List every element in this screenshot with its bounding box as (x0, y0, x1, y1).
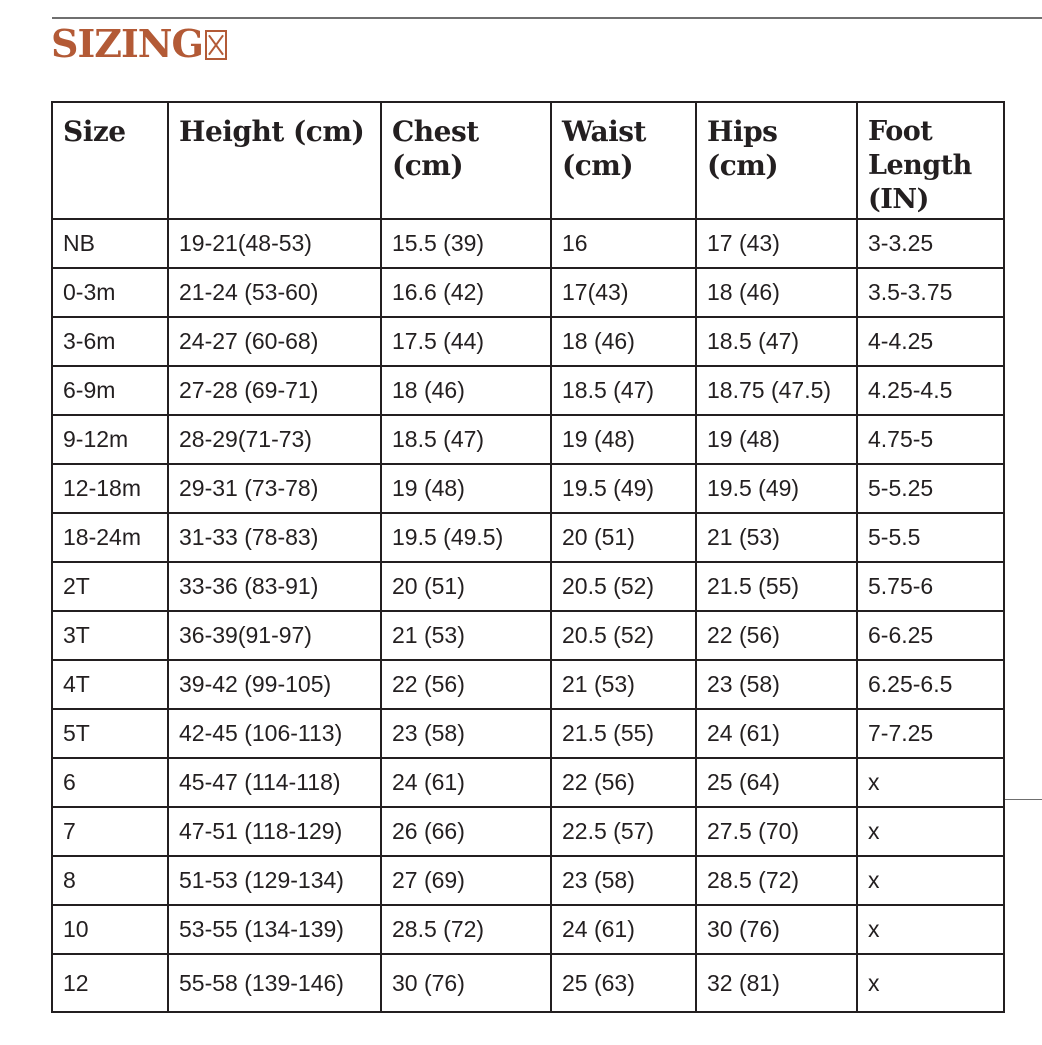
cell-waist: 17(43) (551, 268, 696, 317)
cell-waist: 21.5 (55) (551, 709, 696, 758)
cell-waist: 20.5 (52) (551, 611, 696, 660)
cell-hips: 28.5 (72) (696, 856, 857, 905)
cell-foot-length: 4.75-5 (857, 415, 1004, 464)
cell-waist: 20.5 (52) (551, 562, 696, 611)
cell-hips: 25 (64) (696, 758, 857, 807)
cell-waist: 21 (53) (551, 660, 696, 709)
cell-foot-length: x (857, 807, 1004, 856)
table-row (52, 758, 1004, 807)
table-row (52, 807, 1004, 856)
cell-size: 6 (52, 758, 168, 807)
cell-foot-length: 6-6.25 (857, 611, 1004, 660)
cell-hips: 21 (53) (696, 513, 857, 562)
column-header-waist: Waist (cm) (551, 102, 696, 219)
cell-size: 2T (52, 562, 168, 611)
table-row (52, 562, 1004, 611)
cell-size: 4T (52, 660, 168, 709)
cell-height: 53-55 (134-139) (168, 905, 381, 954)
cell-hips: 18.75 (47.5) (696, 366, 857, 415)
cell-chest: 22 (56) (381, 660, 551, 709)
cell-foot-length: 5.75-6 (857, 562, 1004, 611)
side-divider-line (1003, 799, 1042, 800)
missing-glyph-icon (205, 30, 227, 60)
cell-chest: 28.5 (72) (381, 905, 551, 954)
cell-foot-length: 3.5-3.75 (857, 268, 1004, 317)
cell-hips: 18 (46) (696, 268, 857, 317)
cell-height: 29-31 (73-78) (168, 464, 381, 513)
cell-height: 47-51 (118-129) (168, 807, 381, 856)
cell-size: 6-9m (52, 366, 168, 415)
cell-height: 42-45 (106-113) (168, 709, 381, 758)
cell-chest: 16.6 (42) (381, 268, 551, 317)
table-row (52, 366, 1004, 415)
page-title (51, 22, 227, 66)
cell-hips: 32 (81) (696, 954, 857, 1012)
table-row (52, 905, 1004, 954)
cell-size: 12 (52, 954, 168, 1012)
cell-waist: 19.5 (49) (551, 464, 696, 513)
cell-hips: 18.5 (47) (696, 317, 857, 366)
cell-waist: 23 (58) (551, 856, 696, 905)
cell-foot-length: 5-5.25 (857, 464, 1004, 513)
cell-hips: 19.5 (49) (696, 464, 857, 513)
table-row (52, 856, 1004, 905)
cell-size: 9-12m (52, 415, 168, 464)
cell-chest: 27 (69) (381, 856, 551, 905)
cell-height: 31-33 (78-83) (168, 513, 381, 562)
cell-height: 24-27 (60-68) (168, 317, 381, 366)
column-header-foot-length: Foot Length (IN) (857, 102, 1004, 219)
cell-height: 33-36 (83-91) (168, 562, 381, 611)
cell-chest: 30 (76) (381, 954, 551, 1012)
table-row (52, 513, 1004, 562)
cell-waist: 19 (48) (551, 415, 696, 464)
cell-size: 12-18m (52, 464, 168, 513)
cell-waist: 24 (61) (551, 905, 696, 954)
cell-chest: 20 (51) (381, 562, 551, 611)
cell-size: NB (52, 219, 168, 268)
cell-hips: 23 (58) (696, 660, 857, 709)
column-header-height: Height (cm) (168, 102, 381, 219)
column-header-size: Size (52, 102, 168, 219)
cell-chest: 18.5 (47) (381, 415, 551, 464)
cell-height: 27-28 (69-71) (168, 366, 381, 415)
cell-waist: 16 (551, 219, 696, 268)
cell-size: 5T (52, 709, 168, 758)
cell-foot-length: 4-4.25 (857, 317, 1004, 366)
cell-height: 19-21(48-53) (168, 219, 381, 268)
column-header-hips: Hips (cm) (696, 102, 857, 219)
cell-foot-length: 3-3.25 (857, 219, 1004, 268)
cell-chest: 15.5 (39) (381, 219, 551, 268)
table-row (52, 611, 1004, 660)
cell-hips: 21.5 (55) (696, 562, 857, 611)
table-row (52, 219, 1004, 268)
cell-chest: 17.5 (44) (381, 317, 551, 366)
table-row (52, 464, 1004, 513)
cell-waist: 25 (63) (551, 954, 696, 1012)
cell-waist: 18 (46) (551, 317, 696, 366)
table-row (52, 954, 1004, 1012)
cell-height: 55-58 (139-146) (168, 954, 381, 1012)
cell-chest: 26 (66) (381, 807, 551, 856)
table-row (52, 660, 1004, 709)
table-row (52, 709, 1004, 758)
cell-foot-length: 4.25-4.5 (857, 366, 1004, 415)
cell-foot-length: x (857, 856, 1004, 905)
cell-height: 45-47 (114-118) (168, 758, 381, 807)
cell-chest: 19 (48) (381, 464, 551, 513)
cell-height: 28-29(71-73) (168, 415, 381, 464)
table-row (52, 415, 1004, 464)
cell-foot-length: 7-7.25 (857, 709, 1004, 758)
sizing-table (51, 101, 1005, 1013)
cell-height: 21-24 (53-60) (168, 268, 381, 317)
cell-size: 0-3m (52, 268, 168, 317)
header-row (52, 102, 1004, 219)
table-row (52, 268, 1004, 317)
cell-foot-length: 6.25-6.5 (857, 660, 1004, 709)
cell-size: 8 (52, 856, 168, 905)
cell-size: 10 (52, 905, 168, 954)
cell-height: 36-39(91-97) (168, 611, 381, 660)
cell-hips: 17 (43) (696, 219, 857, 268)
column-header-chest: Chest (cm) (381, 102, 551, 219)
cell-size: 7 (52, 807, 168, 856)
cell-height: 51-53 (129-134) (168, 856, 381, 905)
cell-foot-length: 5-5.5 (857, 513, 1004, 562)
cell-foot-length: x (857, 758, 1004, 807)
cell-chest: 18 (46) (381, 366, 551, 415)
cell-size: 18-24m (52, 513, 168, 562)
cell-hips: 24 (61) (696, 709, 857, 758)
cell-size: 3T (52, 611, 168, 660)
cell-hips: 22 (56) (696, 611, 857, 660)
cell-size: 3-6m (52, 317, 168, 366)
top-divider-line (52, 17, 1042, 19)
cell-chest: 23 (58) (381, 709, 551, 758)
table-row (52, 317, 1004, 366)
cell-waist: 20 (51) (551, 513, 696, 562)
cell-hips: 30 (76) (696, 905, 857, 954)
cell-foot-length: x (857, 954, 1004, 1012)
sizing-table-body (52, 219, 1004, 1012)
sizing-table-header (52, 102, 1004, 219)
cell-hips: 19 (48) (696, 415, 857, 464)
cell-waist: 18.5 (47) (551, 366, 696, 415)
cell-foot-length: x (857, 905, 1004, 954)
cell-chest: 21 (53) (381, 611, 551, 660)
cell-waist: 22.5 (57) (551, 807, 696, 856)
cell-hips: 27.5 (70) (696, 807, 857, 856)
cell-height: 39-42 (99-105) (168, 660, 381, 709)
cell-chest: 19.5 (49.5) (381, 513, 551, 562)
cell-waist: 22 (56) (551, 758, 696, 807)
page-title-text: SIZING (51, 21, 203, 66)
cell-chest: 24 (61) (381, 758, 551, 807)
